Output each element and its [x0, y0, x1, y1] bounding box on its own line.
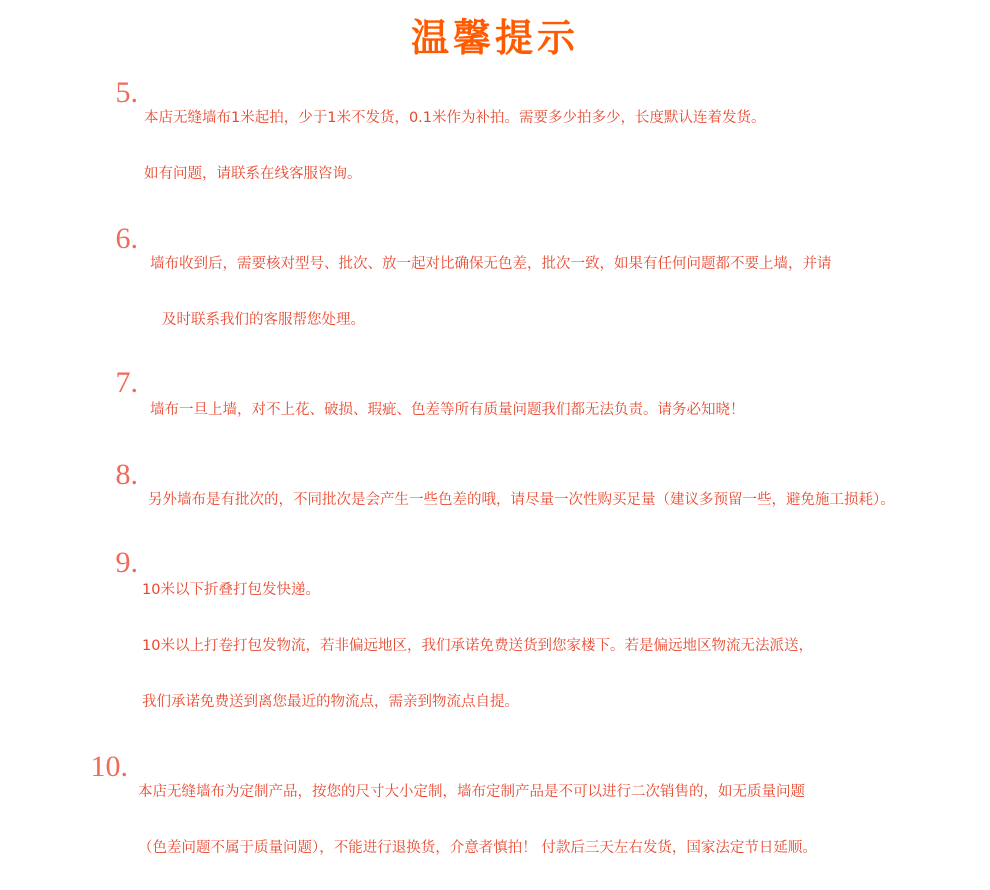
list-item-text — [140, 76, 766, 216]
list-item-line: 如有问题，请联系在线客服咨询。 — [144, 165, 362, 182]
list-item-line: 墙布收到后，需要核对型号、批次、放一起对比确保无色差，批次一致，如果有任何问题都不要上墙，并请 — [150, 255, 832, 272]
list-item-line: 墙布一旦上墙，对不上花、破损、瑕疵、色差等所有质量问题我们都无法负责。请务必知晓！ — [150, 401, 745, 418]
list-item-line: 10米以上打卷打包发物流，若非偏远地区，我们承诺免费送货到您家楼下。若是偏远地区物流无法派送， — [142, 637, 813, 654]
list-item — [0, 545, 990, 744]
list-item-line: （色差问题不属于质量问题），不能进行退换货，介意者慎拍！ 付款后三天左右发货，国家法定节日延顺。 — [138, 839, 817, 856]
list-item-number: 5. — [115, 75, 138, 109]
list-item-line: 本店无缝墙布为定制产品，按您的尺寸大小定制，墙布定制产品是不可以进行二次销售的，如无质量问题 — [138, 783, 805, 800]
list-item-line: 本店无缝墙布1米起拍，少于1米不发货，0.1米作为补拍。需要多少拍多少，长度默认连着发货。 — [144, 109, 766, 126]
list-item-line: 另外墙布是有批次的，不同批次是会产生一些色差的哦，请尽量一次性购买足量（建议多预留一些，避免施工损耗）。 — [148, 491, 895, 508]
page-title: 温馨提示 — [410, 16, 579, 60]
list-item — [0, 76, 990, 216]
list-item-number: 6. — [115, 221, 138, 255]
list-item-line: 及时联系我们的客服帮您处理。 — [162, 311, 365, 328]
list-item-text — [140, 548, 813, 744]
list-item-text — [140, 222, 832, 362]
list-item-line: 10米以下折叠打包发快递。 — [142, 581, 320, 598]
list-item-number: 7. — [115, 365, 138, 399]
list-item-text — [140, 458, 895, 542]
list-item-number: 9. — [115, 545, 138, 579]
list-item-text — [132, 750, 817, 890]
list-item — [0, 222, 990, 362]
list-item-number: 10. — [90, 749, 128, 783]
list-item-text — [140, 368, 745, 452]
list-item — [0, 365, 990, 452]
list-item — [0, 458, 990, 542]
list-item-number: 8. — [115, 457, 138, 491]
notice-list — [0, 76, 990, 890]
list-item-line: 我们承诺免费送到离您最近的物流点，需亲到物流点自提。 — [142, 693, 519, 710]
list-item — [0, 750, 990, 890]
